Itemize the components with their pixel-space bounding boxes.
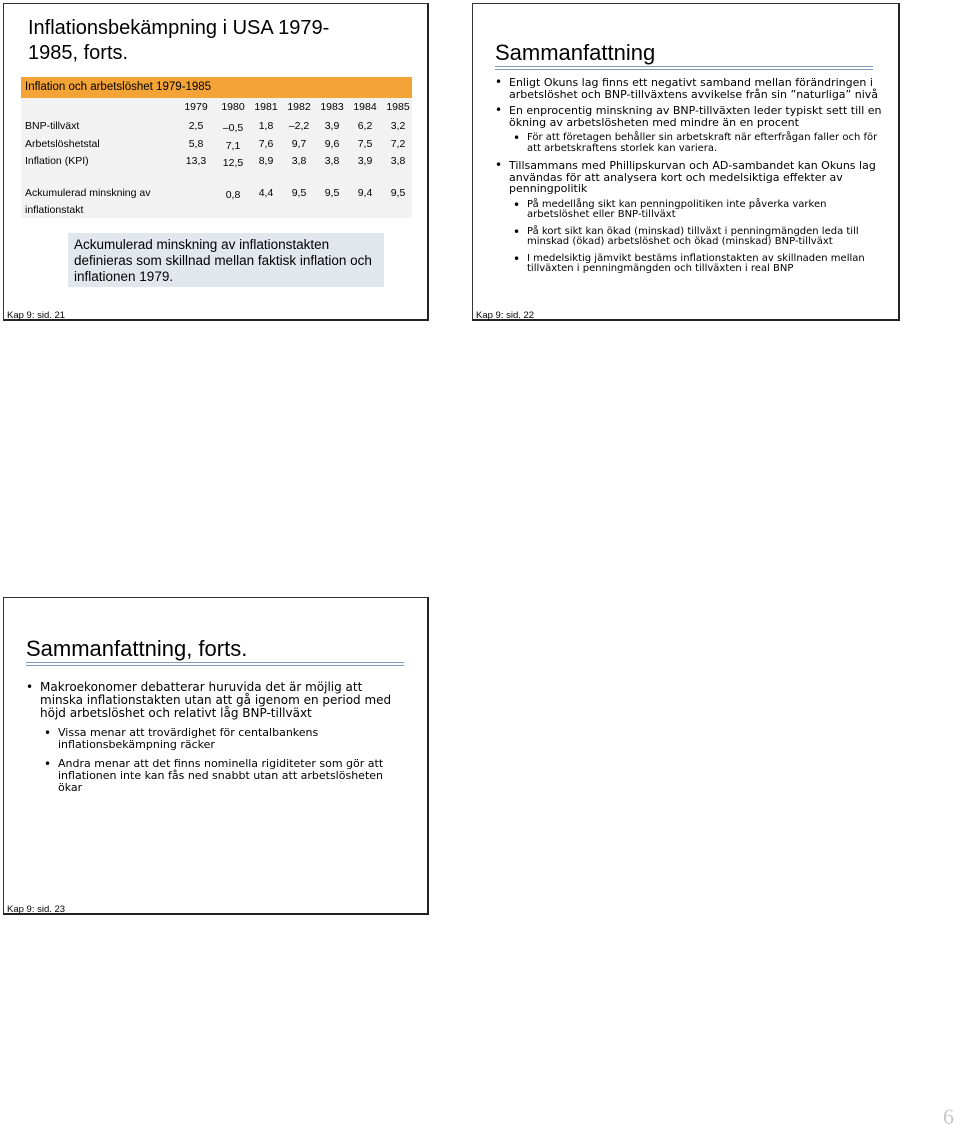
list-item: • För att företagen behåller sin arbetskraft när efterfrågan faller och för att arbetskraftens storlek kan variera. bbox=[493, 133, 885, 154]
table-cell: 3,9 bbox=[357, 155, 373, 167]
slide-title: Inflationsbekämpning i USA 1979-1985, forts. bbox=[28, 17, 330, 64]
table-title: Inflation och arbetslöshet 1979-1985 bbox=[21, 77, 412, 98]
table-years bbox=[21, 101, 412, 115]
list-item: • Andra menar att det finns nominella rigiditeter som gör att inflationen inte kan fås ned snabbt utan att arbetslösheten ökar bbox=[24, 758, 400, 794]
year-1983: 1983 bbox=[320, 101, 344, 113]
table-cell: 3,8 bbox=[324, 155, 340, 167]
slide-23 bbox=[3, 597, 429, 915]
slide-22 bbox=[472, 3, 900, 321]
table-cell: 9,5 bbox=[291, 187, 307, 199]
row-label: Arbetslöshetstal bbox=[25, 138, 100, 150]
list-item: • Makroekonomer debatterar huruvida det är möjlig att minska inflationstakten utan att gå igenom en period med höjd arbetslöshet och relativt låg BNP-tillväxt bbox=[24, 681, 400, 720]
table-cell: 7,6 bbox=[258, 138, 274, 150]
title-underline bbox=[495, 66, 873, 70]
table-cell: 9,4 bbox=[357, 187, 373, 199]
row-label: Inflation (KPI) bbox=[25, 155, 89, 167]
table-cell: 3,9 bbox=[324, 120, 340, 132]
table-cell: 2,5 bbox=[188, 120, 204, 132]
table-row bbox=[21, 120, 412, 134]
list-item: • Vissa menar att trovärdighet för centalbankens inflationsbekämpning räcker bbox=[24, 727, 400, 751]
list-item: • På kort sikt kan ökad (minskad) tillväxt i penningmängden leda till minskad (ökad) arbetslöshet och ökad (minskad) BNP-tillväxt bbox=[493, 227, 885, 248]
table-cell: –0,5 bbox=[222, 122, 244, 134]
table-cell: 5,8 bbox=[188, 138, 204, 150]
table-cell: 3,8 bbox=[291, 155, 307, 167]
table-cell: 0,8 bbox=[225, 189, 241, 201]
title-underline bbox=[26, 662, 404, 666]
table-cell: 6,2 bbox=[357, 120, 373, 132]
table-cell: 9,5 bbox=[324, 187, 340, 199]
table-row bbox=[21, 187, 412, 219]
table-row bbox=[21, 155, 412, 169]
slide-footer: Kap 9: sid. 22 bbox=[476, 310, 535, 321]
slide-footer: Kap 9: sid. 23 bbox=[7, 904, 66, 915]
year-1984: 1984 bbox=[353, 101, 377, 113]
definition-note: Ackumulerad minskning av inflationstakten definieras som skillnad mellan faktisk inflation och inflationen 1979. bbox=[68, 233, 384, 287]
table-cell: 3,8 bbox=[390, 155, 406, 167]
slide-footer: Kap 9: sid. 21 bbox=[7, 310, 66, 321]
table-cell: 3,2 bbox=[390, 120, 406, 132]
list-item: • I medelsiktig jämvikt bestäms inflationstakten av skillnaden mellan tillväxten i penningmängden och tillväxten i real BNP bbox=[493, 254, 885, 275]
year-1982: 1982 bbox=[287, 101, 311, 113]
row-label: Ackumulerad minskning av bbox=[25, 187, 151, 199]
page-number: 6 bbox=[943, 1104, 954, 1129]
table-cell: 9,5 bbox=[390, 187, 406, 199]
table-cell: 9,6 bbox=[324, 138, 340, 150]
list-item: • Enligt Okuns lag finns ett negativt samband mellan förändringen i arbetslöshet och BNP-tillväxtens avvikelse från sin ”naturliga” nivå bbox=[493, 77, 885, 100]
row-label: BNP-tillväxt bbox=[25, 120, 80, 132]
table-cell: 1,8 bbox=[258, 120, 274, 132]
year-1980: 1980 bbox=[221, 101, 245, 113]
list-item: • En enprocentig minskning av BNP-tillväxten leder typiskt sett till en ökning av arbetslösheten med mindre än en procent bbox=[493, 105, 885, 128]
slide-title: Sammanfattning bbox=[495, 40, 656, 65]
year-1985: 1985 bbox=[386, 101, 410, 113]
list-item: • Tillsammans med Phillipskurvan och AD-sambandet kan Okuns lag användas för att analysera kort och medelsiktiga effekter av penningpolitik bbox=[493, 160, 885, 195]
table-cell: 8,9 bbox=[258, 155, 274, 167]
bullet-list bbox=[493, 77, 885, 281]
table-cell: –2,2 bbox=[288, 120, 310, 132]
table-cell: 12,5 bbox=[222, 157, 244, 169]
table-cell: 9,7 bbox=[291, 138, 307, 150]
list-item: • På medellång sikt kan penningpolitiken inte påverka varken arbetslöshet eller BNP-tillväxt bbox=[493, 200, 885, 221]
table-cell: 4,4 bbox=[258, 187, 274, 199]
year-1979: 1979 bbox=[184, 101, 208, 113]
slide-title: Sammanfattning, forts. bbox=[26, 636, 248, 661]
table-cell: 7,1 bbox=[225, 140, 241, 152]
table-row bbox=[21, 138, 412, 152]
slide-21 bbox=[3, 3, 429, 321]
table-cell: 7,2 bbox=[390, 138, 406, 150]
table-cell: 13,3 bbox=[185, 155, 207, 167]
bullet-list bbox=[24, 681, 400, 800]
year-1981: 1981 bbox=[254, 101, 278, 113]
row-label: inflationstakt bbox=[25, 204, 84, 216]
table-cell: 7,5 bbox=[357, 138, 373, 150]
